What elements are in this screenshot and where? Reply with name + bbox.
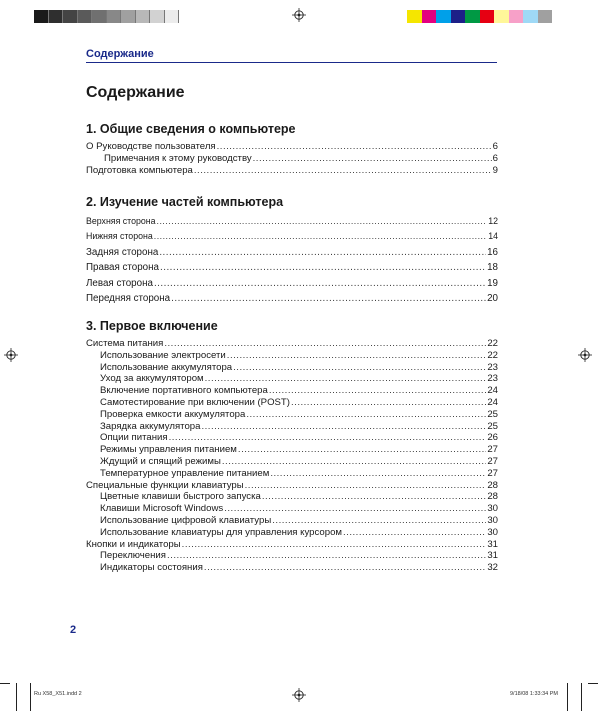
toc-entry-label: Использование электросети (100, 349, 226, 361)
toc-entry[interactable] (86, 229, 498, 244)
color-swatch (150, 10, 165, 23)
toc-entry[interactable] (86, 165, 498, 177)
toc-entry[interactable] (86, 153, 498, 165)
toc-section-1 (86, 122, 498, 176)
toc-leader-dots (160, 260, 486, 275)
toc-leader-dots (159, 245, 486, 260)
toc-entry-page: 9 (492, 164, 498, 176)
toc-entry-page: 22 (487, 338, 498, 349)
toc-entry-label: Примечания к этому руководству (104, 152, 252, 164)
toc-entry-page: 20 (487, 293, 498, 305)
color-swatch (34, 10, 49, 23)
color-swatch (92, 10, 107, 23)
color-swatch (78, 10, 93, 23)
registration-mark-icon (292, 8, 306, 22)
toc-entry-label: Использование аккумулятора (100, 361, 233, 373)
toc-entry-label: Подготовка компьютера (86, 164, 193, 176)
section-title: 2. Изучение частей компьютера (86, 195, 284, 209)
toc-entry-page: 32 (487, 562, 498, 574)
toc-entry[interactable] (86, 373, 498, 385)
toc-entry-page: 27 (487, 467, 498, 479)
toc-entry-page: 28 (487, 491, 498, 503)
toc-leader-dots (164, 338, 486, 350)
toc-entry-page: 30 (487, 503, 498, 515)
toc-entry[interactable] (86, 480, 498, 492)
color-swatch (494, 10, 509, 23)
toc-leader-dots (227, 350, 487, 362)
toc-entry-page: 6 (492, 152, 498, 164)
toc-entry-page: 27 (487, 455, 498, 467)
toc-section-3 (86, 319, 498, 574)
page-title: Содержание (86, 84, 185, 101)
toc-entry-label: Верхняя сторона (86, 216, 156, 226)
color-swatch (465, 10, 480, 23)
toc-entry-page: 23 (487, 361, 498, 373)
toc-leader-dots (233, 362, 486, 374)
toc-entry[interactable] (86, 444, 498, 456)
section-title: 3. Первое включение (86, 319, 218, 333)
toc-entry-page: 30 (487, 526, 498, 538)
toc-entry-page: 24 (487, 396, 498, 408)
crop-mark (0, 683, 10, 684)
toc-entry-page: 24 (487, 385, 498, 397)
toc-entry-page: 23 (487, 373, 498, 385)
toc-entry-label: О Руководстве пользователя (86, 141, 216, 152)
toc-leader-dots (169, 432, 487, 444)
registration-mark-icon (578, 348, 592, 362)
toc-leader-dots (157, 214, 488, 229)
toc-entry-page: 6 (492, 141, 498, 152)
toc-entry-label: Правая сторона (86, 262, 159, 274)
toc-entry-label: Включение портативного компьютера (100, 385, 268, 397)
toc-leader-dots (182, 539, 487, 551)
toc-entry-label: Передняя сторона (86, 293, 171, 305)
file-slug: Ru X58_X51.indd 2 (34, 691, 82, 697)
toc-entry-page: 28 (487, 479, 498, 491)
color-swatch (422, 10, 437, 23)
crop-mark (30, 683, 31, 711)
toc-entry[interactable] (86, 539, 498, 551)
toc-entry-label: Кнопки и индикаторы (86, 538, 181, 550)
toc-entry-label: Цветные клавиши быстрого запуска (100, 491, 261, 503)
page-number: 2 (70, 624, 77, 636)
toc-leader-dots (269, 385, 487, 397)
date-slug: 9/18/08 1:33:34 PM (510, 691, 559, 697)
color-swatch (451, 10, 466, 23)
toc-entry-label: Использование цифровой клавиатуры (100, 514, 272, 526)
toc-entry-label: Ждущий и спящий режимы (100, 455, 221, 467)
toc-entry-page: 30 (487, 514, 498, 526)
toc-entry-page: 12 (488, 216, 498, 226)
color-swatch (436, 10, 451, 23)
toc-entry-page: 27 (487, 444, 498, 456)
running-header: Содержание (86, 48, 154, 60)
toc-leader-dots (246, 409, 486, 421)
toc-entry[interactable] (86, 141, 498, 153)
toc-entry-label: Нижняя сторона (86, 231, 153, 242)
toc-entry[interactable] (86, 397, 498, 409)
toc-leader-dots (272, 515, 486, 527)
toc-leader-dots (154, 229, 487, 244)
color-swatch (63, 10, 78, 23)
toc-entry[interactable] (86, 245, 498, 260)
crop-mark (16, 683, 17, 711)
toc-section-2 (86, 195, 498, 306)
toc-entry-page: 26 (487, 432, 498, 444)
toc-entry-label: Переключения (100, 550, 166, 562)
toc-leader-dots (204, 562, 486, 574)
toc-entry-label: Система питания (86, 338, 164, 349)
color-swatch (407, 10, 422, 23)
toc-entry[interactable] (86, 214, 498, 229)
toc-entry-page: 14 (488, 231, 498, 242)
toc-entry-label: Специальные функции клавиатуры (86, 479, 244, 491)
crop-mark (567, 683, 568, 711)
toc-entry-page: 22 (487, 349, 498, 361)
toc-entry-page: 19 (487, 277, 498, 289)
color-swatch (509, 10, 524, 23)
toc-entry-label: Режимы управления питанием (100, 444, 237, 456)
toc-entry[interactable] (86, 276, 498, 291)
toc-entry[interactable] (86, 385, 498, 397)
registration-mark-icon (4, 348, 18, 362)
toc-leader-dots (205, 373, 487, 385)
toc-entry-page: 16 (487, 246, 498, 258)
toc-leader-dots (262, 491, 487, 503)
toc-leader-dots (270, 468, 486, 480)
toc-entry[interactable] (86, 432, 498, 444)
crop-mark (581, 683, 582, 711)
section-title: 1. Общие сведения о компьютере (86, 122, 296, 136)
color-swatch (49, 10, 64, 23)
toc-entry[interactable] (86, 468, 498, 480)
toc-entry-label: Задняя сторона (86, 246, 159, 258)
process-color-bar (407, 10, 552, 23)
toc-leader-dots (343, 527, 486, 539)
toc-entry[interactable] (86, 291, 498, 306)
toc-entry[interactable] (86, 350, 498, 362)
color-swatch (523, 10, 538, 23)
toc-entry[interactable] (86, 503, 498, 515)
toc-leader-dots (171, 291, 486, 306)
toc-entry[interactable] (86, 362, 498, 374)
toc-leader-dots (224, 503, 486, 515)
toc-entry[interactable] (86, 562, 498, 574)
toc-leader-dots (253, 153, 492, 165)
toc-leader-dots (201, 421, 486, 433)
toc-entry-page: 25 (487, 408, 498, 420)
crop-mark (588, 683, 598, 684)
toc-leader-dots (194, 165, 492, 177)
toc-entry-label: Уход за аккумулятором (100, 373, 204, 385)
toc-entry[interactable] (86, 409, 498, 421)
registration-mark-icon (292, 688, 306, 702)
color-swatch (480, 10, 495, 23)
toc-entry-page: 31 (487, 550, 498, 562)
toc-entry[interactable] (86, 456, 498, 468)
toc-leader-dots (245, 480, 487, 492)
toc-entry[interactable] (86, 527, 498, 539)
toc-entry[interactable] (86, 550, 498, 562)
toc-entry-page: 31 (487, 538, 498, 550)
toc-entry[interactable] (86, 421, 498, 433)
toc-entry-page: 25 (487, 420, 498, 432)
gray-color-bar (34, 10, 179, 23)
toc-entry-label: Зарядка аккумулятора (100, 420, 201, 432)
header-rule (86, 62, 497, 63)
toc-leader-dots (222, 456, 486, 468)
toc-entry-label: Опции питания (100, 432, 168, 444)
toc-leader-dots (167, 550, 486, 562)
toc-entry-label: Проверка емкости аккумулятора (100, 408, 246, 420)
toc-entry[interactable] (86, 491, 498, 503)
toc-leader-dots (291, 397, 486, 409)
toc-entry-label: Левая сторона (86, 277, 153, 289)
toc-entry-label: Температурное управление питанием (100, 467, 270, 479)
toc-leader-dots (217, 141, 492, 153)
toc-entry-page: 18 (487, 262, 498, 274)
toc-entry-label: Индикаторы состояния (100, 562, 203, 574)
color-swatch (121, 10, 136, 23)
color-swatch (107, 10, 122, 23)
toc-entry[interactable] (86, 338, 498, 350)
toc-entry[interactable] (86, 515, 498, 527)
toc-entry-label: Самотестирование при включении (POST) (100, 396, 290, 408)
toc-leader-dots (238, 444, 486, 456)
toc-leader-dots (154, 276, 486, 291)
color-swatch (538, 10, 553, 23)
toc-entry[interactable] (86, 260, 498, 275)
toc-entry-label: Использование клавиатуры для управления курсором (100, 526, 343, 538)
color-swatch (136, 10, 151, 23)
toc-entry-label: Клавиши Microsoft Windows (100, 503, 224, 515)
color-swatch (165, 10, 180, 23)
